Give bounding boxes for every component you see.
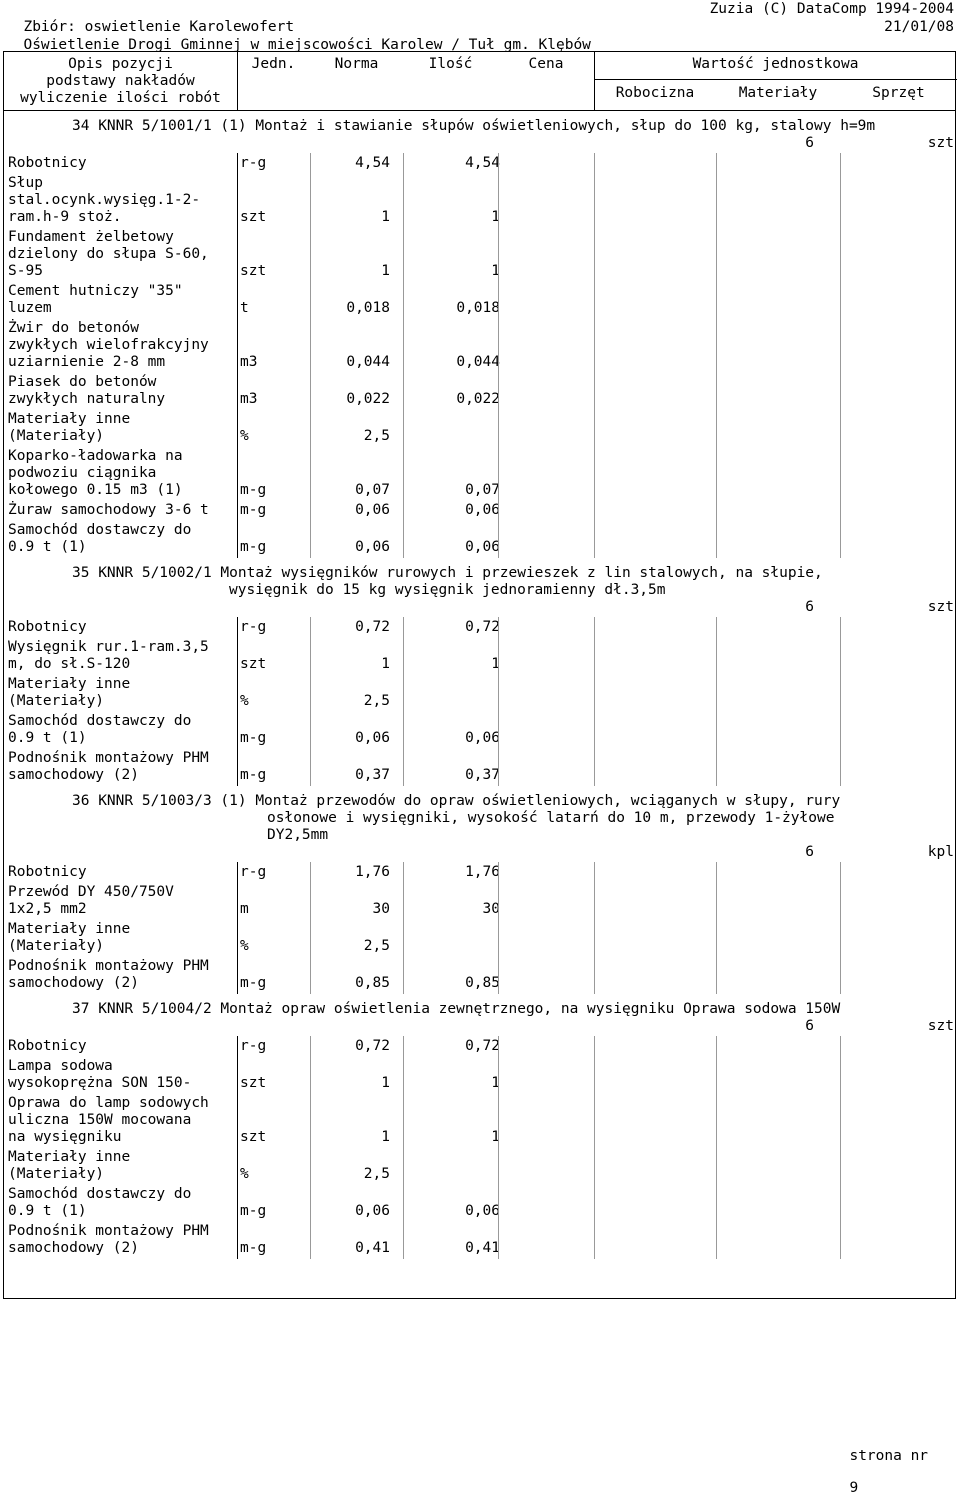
collection-name: Zbiór: oswietlenie Karolewofert — [23, 19, 295, 35]
software-credit: Zuzia (C) DataComp 1994-2004 — [709, 1, 954, 17]
column-divider — [498, 1036, 499, 1259]
doc-date: 21/01/08 — [884, 19, 954, 35]
row-norma: 0,06 — [355, 502, 390, 518]
row-unit: % — [240, 693, 249, 709]
column-divider — [840, 1036, 841, 1259]
row-ilosc: 0,41 — [465, 1240, 500, 1256]
project-title: Oświetlenie Drogi Gminnej w miejscowości Karolew / Tuł gm. Klębów — [23, 37, 591, 53]
row-ilosc: 0,72 — [465, 1038, 500, 1054]
row-norma: 2,5 — [363, 938, 390, 954]
section-title: 34 KNNR 5/1001/1 (1) Montaż i stawianie słupów oświetleniowych, słup do 100 kg, stalowy h=9m — [72, 118, 876, 134]
row-description: 0.9 t (1) — [8, 1203, 87, 1219]
row-unit: m-g — [240, 730, 267, 746]
row-norma: 0,06 — [355, 730, 390, 746]
section-title: DY2,5mm — [267, 827, 329, 843]
row-norma: 0,72 — [355, 1038, 390, 1054]
section-quantity: 6 — [805, 135, 814, 151]
row-unit: % — [240, 428, 249, 444]
row-description: 0.9 t (1) — [8, 539, 87, 555]
row-norma: 0,41 — [355, 1240, 390, 1256]
row-unit: r-g — [240, 864, 267, 880]
row-ilosc: 1 — [491, 209, 500, 225]
row-description: podwoziu ciągnika — [8, 465, 157, 481]
section-title: wysięgnik do 15 kg wysięgnik jednoramienny dł.3,5m — [229, 582, 666, 598]
column-divider — [716, 617, 717, 786]
column-header-materialy: Materiały — [738, 85, 818, 101]
row-unit: szt — [240, 656, 267, 672]
row-unit: szt — [240, 1129, 267, 1145]
row-unit: m3 — [240, 391, 258, 407]
section-title: 37 KNNR 5/1004/2 Montaż opraw oświetlenia zewnętrznego, na wysięgniku Oprawa sodowa 150W — [72, 1001, 841, 1017]
row-norma: 1 — [381, 1129, 390, 1145]
row-norma: 0,018 — [346, 300, 390, 316]
row-description: (Materiały) — [8, 938, 105, 954]
cost-table — [3, 51, 956, 1299]
column-divider — [237, 1036, 238, 1259]
row-unit: r-g — [240, 155, 267, 171]
row-norma: 0,06 — [355, 539, 390, 555]
row-description: dzielony do słupa S-60, — [8, 246, 209, 262]
row-description: Materiały inne — [8, 921, 131, 937]
row-norma: 0,07 — [355, 482, 390, 498]
header-divider — [237, 52, 238, 110]
column-header-opis-3: wyliczenie ilości robót — [20, 90, 221, 106]
column-divider — [594, 617, 595, 786]
column-divider — [310, 153, 311, 558]
row-description: samochodowy (2) — [8, 767, 139, 783]
column-divider — [310, 1036, 311, 1259]
section-quantity: 6 — [805, 844, 814, 860]
column-divider — [716, 1036, 717, 1259]
row-description: Materiały inne — [8, 1149, 131, 1165]
column-divider — [840, 617, 841, 786]
row-ilosc: 0,044 — [456, 354, 500, 370]
row-description: (Materiały) — [8, 428, 105, 444]
row-norma: 0,044 — [346, 354, 390, 370]
row-description: Słup — [8, 175, 43, 191]
row-description: uliczna 150W mocowana — [8, 1112, 192, 1128]
row-description: (Materiały) — [8, 693, 105, 709]
section-unit: szt — [927, 599, 954, 615]
row-description: S-95 — [8, 263, 43, 279]
row-description: Materiały inne — [8, 676, 131, 692]
row-description: Samochód dostawczy do — [8, 713, 192, 729]
row-unit: m-g — [240, 767, 267, 783]
row-norma: 0,06 — [355, 1203, 390, 1219]
row-description: Robotnicy — [8, 619, 87, 635]
row-unit: r-g — [240, 619, 267, 635]
column-header-opis-1: Opis pozycji — [68, 56, 173, 72]
section-title: 36 KNNR 5/1003/3 (1) Montaż przewodów do opraw oświetleniowych, wciąganych w słupy, rury — [72, 793, 841, 809]
column-header-ilosc: Ilość — [428, 56, 473, 72]
page-number: 9 — [849, 1480, 859, 1496]
row-ilosc: 0,85 — [465, 975, 500, 991]
section-unit: szt — [927, 1018, 954, 1034]
row-description: stal.ocynk.wysięg.1-2- — [8, 192, 201, 208]
row-description: 1x2,5 mm2 — [8, 901, 87, 917]
column-divider — [237, 153, 238, 558]
row-norma: 4,54 — [355, 155, 390, 171]
row-ilosc: 0,06 — [465, 502, 500, 518]
row-description: Piasek do betonów — [8, 374, 157, 390]
row-unit: % — [240, 1166, 249, 1182]
section-quantity: 6 — [805, 599, 814, 615]
row-ilosc: 0,72 — [465, 619, 500, 635]
row-norma: 1 — [381, 209, 390, 225]
row-description: Lampa sodowa — [8, 1058, 113, 1074]
row-description: Samochód dostawczy do — [8, 1186, 192, 1202]
row-ilosc: 1 — [491, 263, 500, 279]
row-unit: m-g — [240, 975, 267, 991]
row-description: kołowego 0.15 m3 (1) — [8, 482, 183, 498]
row-description: Żuraw samochodowy 3-6 t — [8, 502, 209, 518]
row-description: m, do sł.S-120 — [8, 656, 131, 672]
column-divider — [716, 862, 717, 994]
row-ilosc: 1 — [491, 656, 500, 672]
row-norma: 1 — [381, 656, 390, 672]
row-description: Żwir do betonów — [8, 320, 139, 336]
row-ilosc: 0,06 — [465, 730, 500, 746]
column-divider — [594, 862, 595, 994]
row-description: zwykłych wielofrakcyjny — [8, 337, 209, 353]
row-description: zwykłych naturalny — [8, 391, 166, 407]
column-header-opis-2: podstawy nakładów — [46, 73, 195, 89]
row-ilosc: 1 — [491, 1129, 500, 1145]
row-ilosc: 1,76 — [465, 864, 500, 880]
row-description: 0.9 t (1) — [8, 730, 87, 746]
row-norma: 0,85 — [355, 975, 390, 991]
row-unit: m-g — [240, 539, 267, 555]
column-divider — [498, 617, 499, 786]
header-divider — [594, 79, 957, 80]
row-description: Koparko-ładowarka na — [8, 448, 183, 464]
table-header — [4, 52, 955, 111]
column-header-jedn: Jedn. — [251, 56, 296, 72]
header-divider — [594, 52, 595, 110]
row-description: luzem — [8, 300, 52, 316]
row-description: Materiały inne — [8, 411, 131, 427]
row-description: samochodowy (2) — [8, 1240, 139, 1256]
row-description: Podnośnik montażowy PHM — [8, 1223, 209, 1239]
row-ilosc: 0,37 — [465, 767, 500, 783]
row-unit: m — [240, 901, 249, 917]
row-description: Oprawa do lamp sodowych — [8, 1095, 209, 1111]
section-unit: kpl — [927, 844, 954, 860]
row-ilosc: 4,54 — [465, 155, 500, 171]
column-header-robocizna: Robocizna — [615, 85, 695, 101]
row-description: uziarnienie 2-8 mm — [8, 354, 166, 370]
row-unit: t — [240, 300, 249, 316]
row-description: Podnośnik montażowy PHM — [8, 958, 209, 974]
row-description: Podnośnik montażowy PHM — [8, 750, 209, 766]
column-header-norma: Norma — [334, 56, 379, 72]
column-divider — [594, 1036, 595, 1259]
row-description: Przewód DY 450/750V — [8, 884, 174, 900]
section-unit: szt — [927, 135, 954, 151]
row-unit: szt — [240, 209, 267, 225]
row-norma: 2,5 — [363, 693, 390, 709]
row-description: Robotnicy — [8, 864, 87, 880]
column-divider — [310, 862, 311, 994]
row-unit: % — [240, 938, 249, 954]
column-divider — [498, 862, 499, 994]
row-norma: 0,37 — [355, 767, 390, 783]
column-divider — [498, 153, 499, 558]
section-title: 35 KNNR 5/1002/1 Montaż wysięgników rurowych i przewieszek z lin stalowych, na słupie, — [72, 565, 823, 581]
column-header-cena: Cena — [528, 56, 564, 72]
row-unit: m-g — [240, 1240, 267, 1256]
column-divider — [594, 153, 595, 558]
row-unit: m-g — [240, 1203, 267, 1219]
row-unit: szt — [240, 263, 267, 279]
column-divider — [403, 153, 404, 558]
column-divider — [403, 862, 404, 994]
row-unit: m3 — [240, 354, 258, 370]
column-header-sprzet: Sprzęt — [872, 85, 925, 101]
row-ilosc: 1 — [491, 1075, 500, 1091]
row-norma: 1,76 — [355, 864, 390, 880]
column-divider — [310, 617, 311, 786]
column-divider — [237, 862, 238, 994]
column-divider — [716, 153, 717, 558]
row-norma: 1 — [381, 263, 390, 279]
page-label: strona nr — [849, 1448, 929, 1464]
row-ilosc: 0,07 — [465, 482, 500, 498]
row-unit: r-g — [240, 1038, 267, 1054]
row-unit: m-g — [240, 502, 267, 518]
row-description: samochodowy (2) — [8, 975, 139, 991]
row-norma: 0,022 — [346, 391, 390, 407]
row-ilosc: 30 — [482, 901, 500, 917]
row-description: ram.h-9 stoż. — [8, 209, 122, 225]
row-norma: 1 — [381, 1075, 390, 1091]
column-header-wartosc: Wartość jednostkowa — [692, 56, 859, 72]
column-divider — [403, 1036, 404, 1259]
row-description: (Materiały) — [8, 1166, 105, 1182]
row-norma: 30 — [372, 901, 390, 917]
row-norma: 2,5 — [363, 428, 390, 444]
row-ilosc: 0,022 — [456, 391, 500, 407]
row-description: Robotnicy — [8, 1038, 87, 1054]
row-unit: m-g — [240, 482, 267, 498]
row-ilosc: 0,018 — [456, 300, 500, 316]
row-description: Cement hutniczy "35" — [8, 283, 183, 299]
row-description: Robotnicy — [8, 155, 87, 171]
row-ilosc: 0,06 — [465, 539, 500, 555]
section-quantity: 6 — [805, 1018, 814, 1034]
page-footer — [832, 1432, 928, 1496]
column-divider — [840, 153, 841, 558]
row-norma: 2,5 — [363, 1166, 390, 1182]
column-divider — [237, 617, 238, 786]
row-description: Fundament żelbetowy — [8, 229, 174, 245]
row-description: wysokoprężna SON 150- — [8, 1075, 192, 1091]
row-description: Wysięgnik rur.1-ram.3,5 — [8, 639, 209, 655]
section-title: osłonowe i wysięgniki, wysokość latarń do 10 m, przewody 1-żyłowe — [267, 810, 835, 826]
row-norma: 0,72 — [355, 619, 390, 635]
row-description: na wysięgniku — [8, 1129, 122, 1145]
column-divider — [403, 617, 404, 786]
row-unit: szt — [240, 1075, 267, 1091]
column-divider — [840, 862, 841, 994]
row-ilosc: 0,06 — [465, 1203, 500, 1219]
row-description: Samochód dostawczy do — [8, 522, 192, 538]
